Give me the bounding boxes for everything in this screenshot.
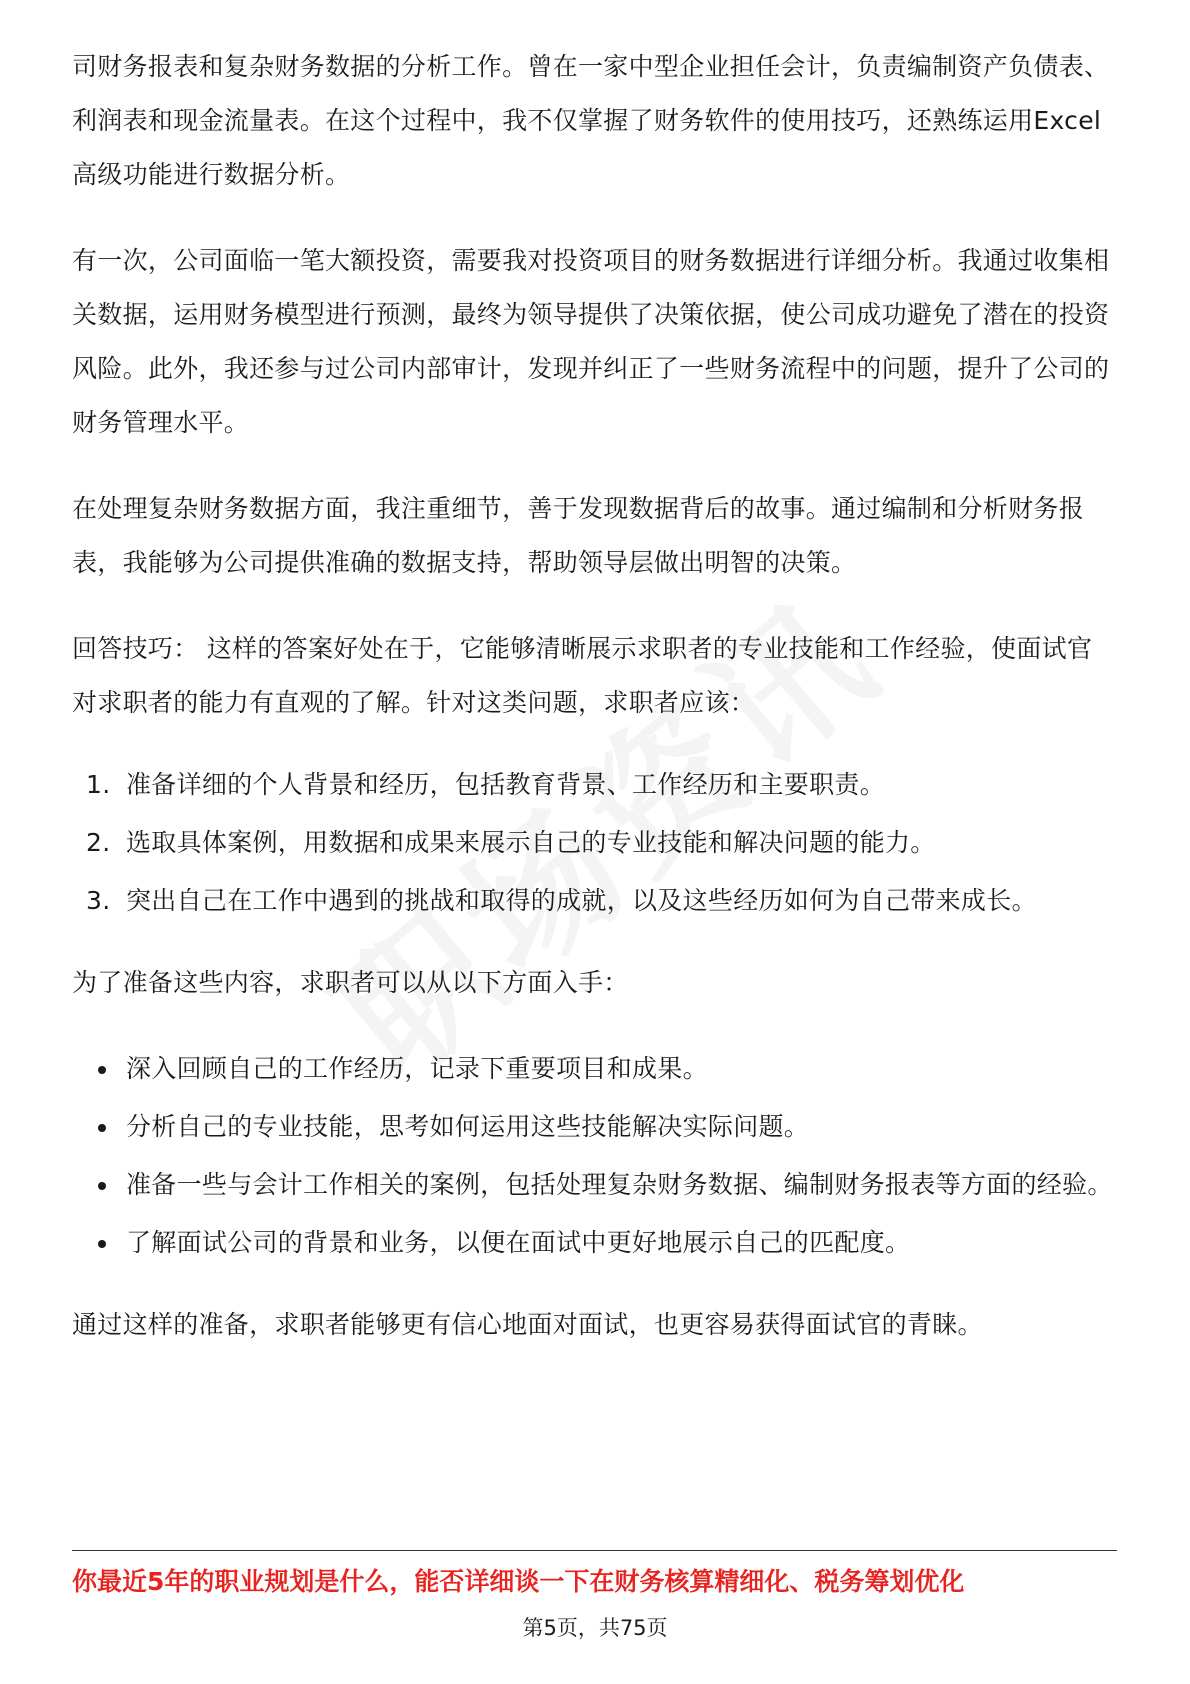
list-item-text: 准备详细的个人背景和经历，包括教育背景、工作经历和主要职责。 xyxy=(126,770,886,799)
page-content xyxy=(72,40,1117,1384)
list-item-text: 深入回顾自己的工作经历，记录下重要项目和成果。 xyxy=(126,1054,708,1083)
bullet-icon xyxy=(98,1124,106,1132)
paragraph: 在处理复杂财务数据方面，我注重细节，善于发现数据背后的故事。通过编制和分析财务报表，我能够为公司提供准确的数据支持，帮助领导层做出明智的决策。 xyxy=(72,494,1085,577)
next-question-title: 你最近5年的职业规划是什么，能否详细谈一下在财务核算精细化、税务筹划优化 xyxy=(72,1567,965,1596)
bullet-icon xyxy=(98,1182,106,1190)
list-number: 2. xyxy=(86,828,111,857)
list-number: 1. xyxy=(86,770,111,799)
page-number: 第5页，共75页 xyxy=(522,1616,668,1640)
bullet-list xyxy=(72,1042,1117,1270)
bullet-icon xyxy=(98,1066,106,1074)
bullet-icon xyxy=(98,1240,106,1248)
list-item xyxy=(72,758,1117,812)
paragraph: 为了准备这些内容，求职者可以从以下方面入手： xyxy=(72,968,629,997)
paragraph: 有一次，公司面临一笔大额投资，需要我对投资项目的财务数据进行详细分析。我通过收集相关数据，运用财务模型进行预测，最终为领导提供了决策依据，使公司成功避免了潜在的投资风险。此外，我还参与过公司内部审计，发现并纠正了一些财务流程中的问题，提升了公司的财务管理水平。 xyxy=(72,246,1110,437)
list-item-text: 了解面试公司的背景和业务，以便在面试中更好地展示自己的匹配度。 xyxy=(126,1228,911,1257)
numbered-list xyxy=(72,758,1117,928)
list-item xyxy=(72,1158,1117,1212)
paragraph: 通过这样的准备，求职者能够更有信心地面对面试，也更容易获得面试官的青睐。 xyxy=(72,1310,983,1339)
list-item-text: 选取具体案例，用数据和成果来展示自己的专业技能和解决问题的能力。 xyxy=(126,828,936,857)
footer-divider xyxy=(72,1550,1117,1551)
list-item-text: 分析自己的专业技能，思考如何运用这些技能解决实际问题。 xyxy=(126,1112,810,1141)
list-item-text: 准备一些与会计工作相关的案例，包括处理复杂财务数据、编制财务报表等方面的经验。 xyxy=(126,1170,1113,1199)
list-item xyxy=(72,1216,1117,1270)
list-item xyxy=(72,816,1117,870)
answer-tip: 回答技巧： 这样的答案好处在于，它能够清晰展示求职者的专业技能和工作经验，使面试官对求职者的能力有直观的了解。针对这类问题，求职者应该： xyxy=(72,634,1093,717)
list-item xyxy=(72,1100,1117,1154)
list-item-text: 突出自己在工作中遇到的挑战和取得的成就，以及这些经历如何为自己带来成长。 xyxy=(126,886,1037,915)
paragraph: 司财务报表和复杂财务数据的分析工作。曾在一家中型企业担任会计，负责编制资产负债表、利润表和现金流量表。在这个过程中，我不仅掌握了财务软件的使用技巧，还熟练运用Excel高级功能进行数据分析。 xyxy=(72,52,1110,189)
list-item xyxy=(72,1042,1117,1096)
list-item xyxy=(72,874,1117,928)
list-number: 3. xyxy=(86,886,111,915)
